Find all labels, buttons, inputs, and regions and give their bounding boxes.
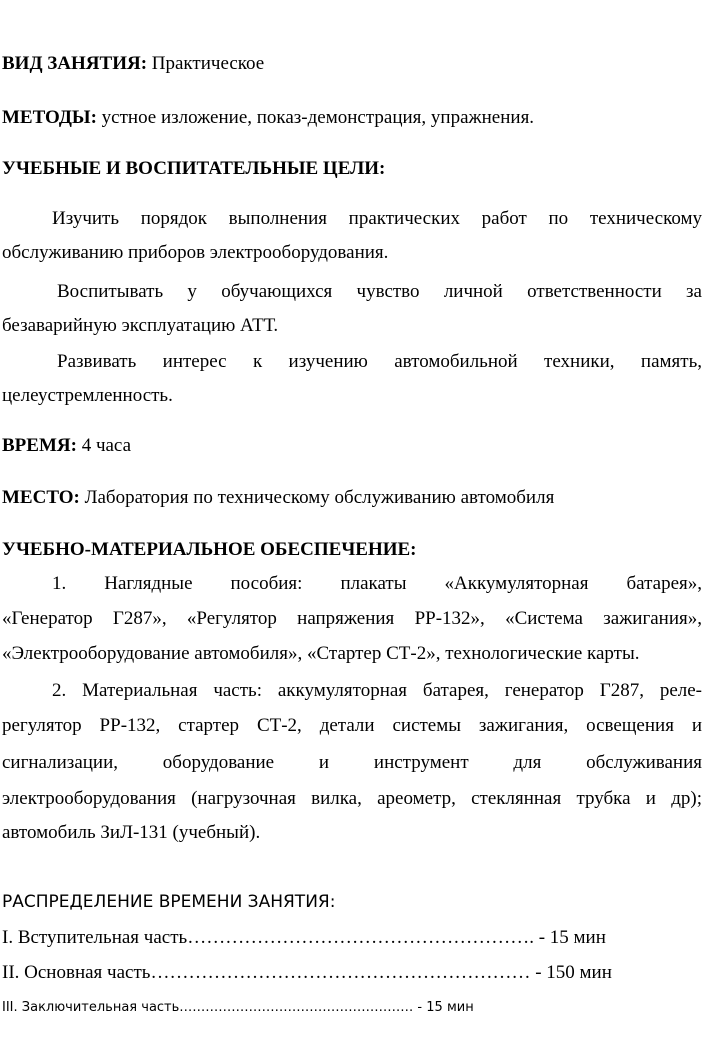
support-item-1-line-3: «Электрооборудование автомобиля», «Стартер СТ-2», технологические карты. xyxy=(2,643,640,664)
goals-heading: УЧЕБНЫЕ И ВОСПИТАТЕЛЬНЫЕ ЦЕЛИ: xyxy=(2,158,386,179)
goal-3-line-1: Развивать интерес к изучению автомобильной техники, память, xyxy=(57,351,702,372)
goal-3-line-2: целеустремленность. xyxy=(2,385,173,406)
support-heading: УЧЕБНО-МАТЕРИАЛЬНОЕ ОБЕСПЕЧЕНИЕ: xyxy=(2,539,417,560)
goal-2-line-1: Воспитывать у обучающихся чувство личной ответственности за xyxy=(57,281,702,302)
distribution-row-value: 15 мин xyxy=(426,1000,474,1015)
distribution-row-dash: - xyxy=(533,927,550,948)
support-item-2-line-5: автомобиль ЗиЛ-131 (учебный). xyxy=(2,822,261,843)
distribution-row-value: 150 мин xyxy=(546,962,612,983)
support-item-1-line-1: 1. Наглядные пособия: плакаты «Аккумуляторная батарея», xyxy=(52,573,702,594)
time-line xyxy=(2,434,702,458)
distribution-row-dash: - xyxy=(413,1000,427,1015)
support-item-2-line-2: регулятор РР-132, стартер СТ-2, детали системы зажигания, освещения и xyxy=(2,715,702,736)
goal-2-line-2: безаварийную эксплуатацию АТТ. xyxy=(2,315,279,336)
distribution-row-label: I. Вступительная часть xyxy=(2,927,188,948)
methods-value: устное изложение, показ-демонстрация, упражнения. xyxy=(96,107,535,128)
distribution-row-value: 15 мин xyxy=(549,927,606,948)
distribution-row xyxy=(2,926,606,950)
lesson-type-line xyxy=(2,52,702,76)
time-value: 4 часа xyxy=(76,435,132,456)
goal-1-line-1: Изучить порядок выполнения практических работ по техническому xyxy=(52,208,702,229)
methods-label: МЕТОДЫ: xyxy=(2,107,97,128)
distribution-heading: РАСПРЕДЕЛЕНИЕ ВРЕМЕНИ ЗАНЯТИЯ: xyxy=(2,892,336,912)
distribution-row-label: III. Заключительная часть xyxy=(2,1000,180,1015)
time-label: ВРЕМЯ: xyxy=(2,435,77,456)
distribution-row-label: II. Основная часть xyxy=(2,962,151,983)
lesson-type-value: Практическое xyxy=(147,53,265,74)
support-item-1-line-2: «Генератор Г287», «Регулятор напряжения РР-132», «Система зажигания», xyxy=(2,608,702,629)
support-item-2-line-1: 2. Материальная часть: аккумуляторная батарея, генератор Г287, реле- xyxy=(52,680,702,701)
distribution-row-dash: - xyxy=(530,962,547,983)
methods-line xyxy=(2,106,702,130)
distribution-row-dots: ……………………………………………… xyxy=(179,1000,414,1015)
goal-1-line-2: обслуживанию приборов электрооборудования. xyxy=(2,242,389,263)
distribution-row-dots: …………………………………………………… xyxy=(150,962,531,983)
place-value: Лаборатория по техническому обслуживанию автомобиля xyxy=(79,487,555,508)
support-item-2-line-4: электрооборудования (нагрузочная вилка, ареометр, стеклянная трубка и др); xyxy=(2,788,702,809)
distribution-row-dots: ………………………………………………. xyxy=(187,927,534,948)
distribution-row xyxy=(2,961,612,985)
lesson-type-label: ВИД ЗАНЯТИЯ: xyxy=(2,53,148,74)
place-line xyxy=(2,486,702,510)
distribution-row xyxy=(2,996,474,1020)
place-label: МЕСТО: xyxy=(2,487,80,508)
support-item-2-line-3: сигнализации, оборудование и инструмент для обслуживания xyxy=(2,752,702,773)
